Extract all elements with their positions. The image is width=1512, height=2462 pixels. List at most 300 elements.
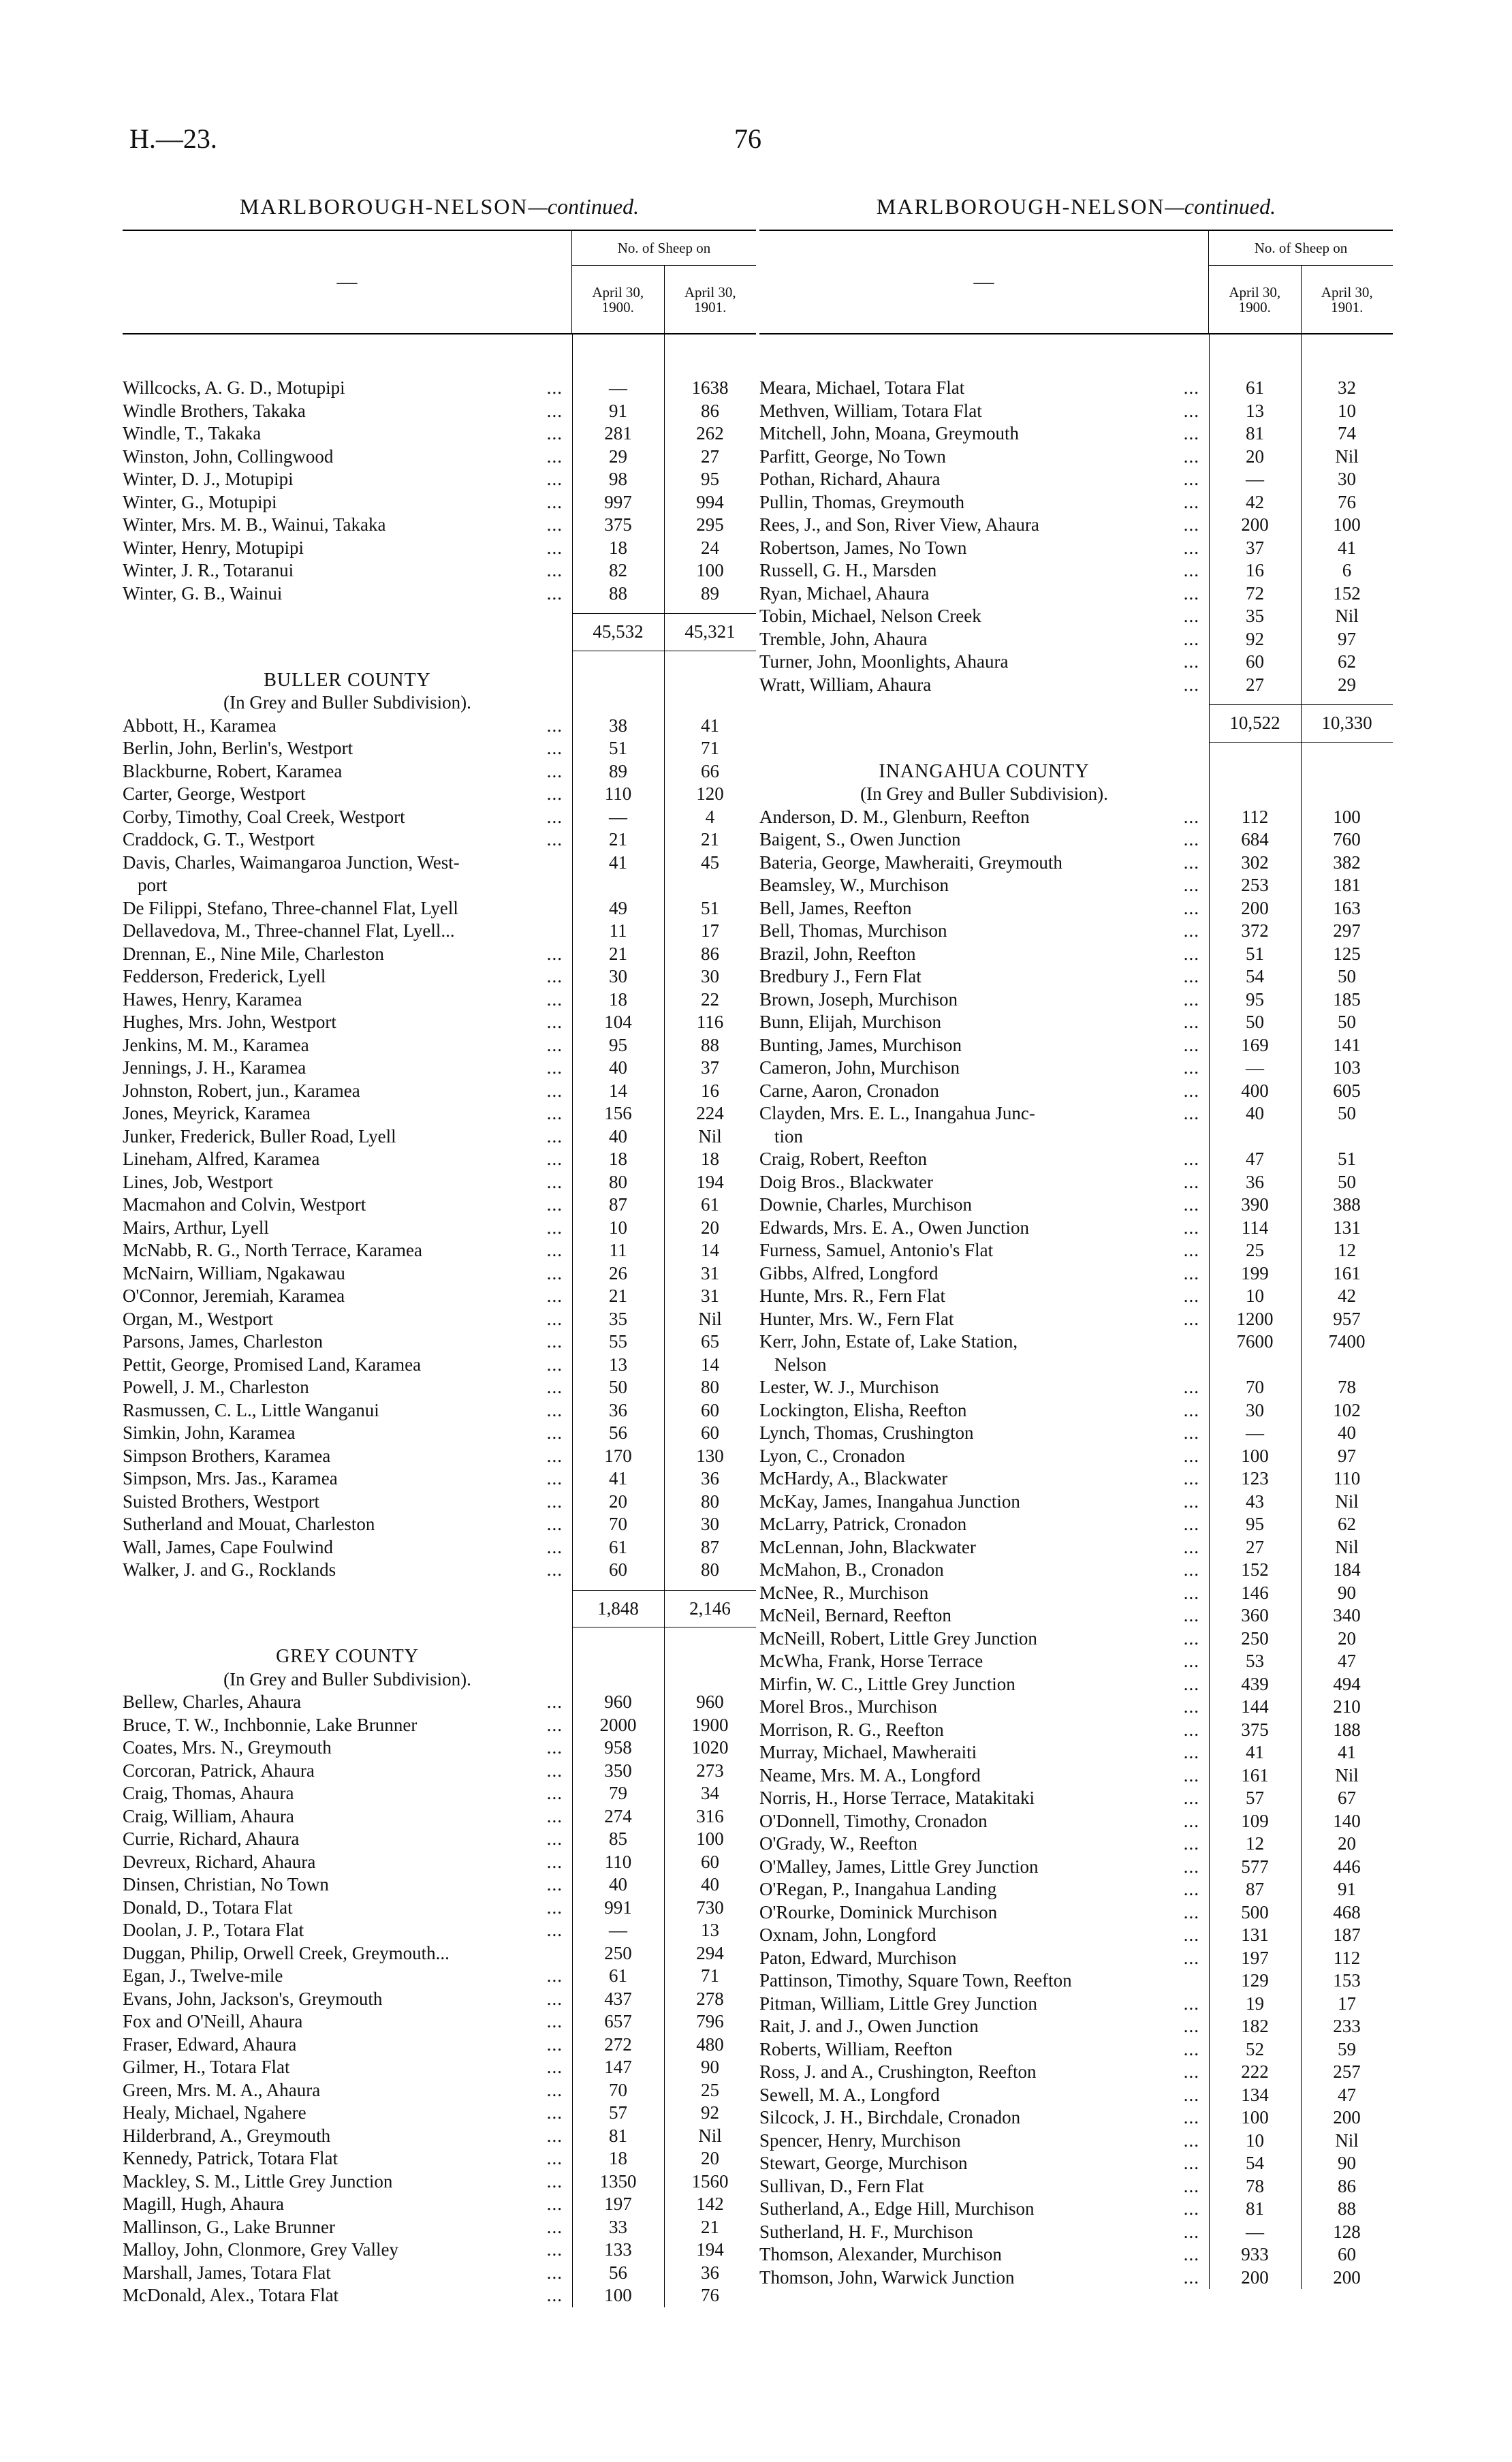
table-row (759, 943, 1393, 966)
owner-name: Kennedy, Patrick, Totara Flat (123, 2148, 338, 2168)
table-row (123, 2147, 756, 2170)
sheep-1901-cell: 60 (1338, 2244, 1356, 2264)
dot-leader: ... (1183, 1925, 1199, 1945)
section-title: GREY COUNTY (276, 1646, 419, 1667)
table-body (123, 334, 756, 2307)
table-row (759, 965, 1393, 988)
owner-name: Fedderson, Frederick, Lyell (123, 966, 326, 986)
owner-name-cell (759, 1536, 1209, 1559)
sheep-1901-cell: 278 (696, 1988, 724, 2009)
dot-leader: ... (546, 2079, 563, 2100)
dot-leader: ... (1183, 1947, 1199, 1968)
sheep-1901-cell: 10 (1338, 400, 1356, 421)
owner-name-cell (123, 446, 572, 469)
sheep-1901-cell: 7400 (1328, 1331, 1366, 1352)
sheep-1901-cell: 50 (1338, 1012, 1356, 1032)
owner-name: Pullin, Thomas, Greymouth (759, 491, 964, 512)
owner-name-cell (759, 1650, 1209, 1673)
right-column (759, 194, 1393, 2289)
owner-name: Mairs, Arthur, Lyell (123, 1217, 269, 1238)
sheep-1901-cell: 480 (696, 2034, 724, 2055)
dot-leader: ... (1183, 988, 1199, 1010)
sheep-1900-cell: 89 (609, 760, 627, 781)
owner-name-cell (759, 1810, 1209, 1833)
sheep-1901-cell: 16 (701, 1080, 719, 1101)
table-row (123, 2216, 756, 2239)
owner-name-cell (759, 422, 1209, 446)
sheep-1901-cell: 92 (701, 2102, 719, 2123)
dot-leader: ... (546, 1422, 563, 1443)
sheep-1901-cell: 90 (1338, 1582, 1356, 1603)
sheep-1901-cell: 194 (696, 2239, 724, 2260)
owner-name-cell (759, 1034, 1209, 1057)
owner-name-cell (759, 1719, 1209, 1742)
owner-name-cell (759, 1901, 1209, 1925)
dot-leader: ... (546, 1399, 563, 1420)
owner-name-cell (123, 1217, 572, 1240)
owner-name-cell (123, 1536, 572, 1559)
dot-leader: ... (1183, 1696, 1199, 1717)
owner-name: O'Grady, W., Reefton (759, 1833, 917, 1854)
row-group (123, 377, 756, 605)
table-row (123, 2262, 756, 2285)
sheep-1900-cell: 54 (1246, 966, 1264, 986)
table-row (759, 2106, 1393, 2130)
owner-name-cell (123, 2102, 572, 2125)
owner-name: Corby, Timothy, Coal Creek, Westport (123, 806, 405, 827)
table-row (123, 2056, 756, 2079)
owner-name: Rees, J., and Son, River View, Ahaura (759, 514, 1039, 535)
sheep-1900-cell: 375 (604, 514, 632, 535)
owner-name-cell (759, 1559, 1209, 1582)
owner-name-cell (123, 1262, 572, 1285)
sheep-1901-cell: 194 (696, 1171, 724, 1192)
owner-name: Healy, Michael, Ngahere (123, 2102, 306, 2123)
table-body (759, 334, 1393, 2289)
dot-leader: ... (546, 1851, 563, 1872)
owner-name-cell (759, 1856, 1209, 1879)
sheep-1901-cell: 20 (1338, 1833, 1356, 1854)
sheep-1901-cell: 40 (701, 1874, 719, 1895)
sheep-1901-cell: 141 (1333, 1034, 1361, 1055)
sheep-1900-cell: 1350 (599, 2170, 637, 2192)
dot-leader: ... (546, 2102, 563, 2123)
sheep-1901-cell: 45 (701, 852, 719, 873)
dot-leader: ... (546, 1171, 563, 1192)
col-1901-header: April 30, 1901. (1301, 266, 1393, 333)
table-row (759, 1148, 1393, 1171)
owner-name-cell (123, 1034, 572, 1057)
table-row (759, 468, 1393, 491)
owner-name-cell (123, 2170, 572, 2194)
dot-leader: ... (1183, 377, 1199, 398)
table-row (123, 1102, 756, 1125)
sheep-1901-cell: 90 (701, 2057, 719, 2077)
owner-name: Bunn, Elijah, Murchison (759, 1012, 941, 1032)
owner-name: Norris, H., Horse Terrace, Matakitaki (759, 1788, 1035, 1808)
sheep-1900-cell: 11 (609, 920, 627, 941)
owner-name-cell (759, 1422, 1209, 1445)
dot-leader: ... (1183, 1445, 1199, 1466)
dot-leader: ... (1183, 806, 1199, 827)
owner-name-cell (123, 783, 572, 806)
dot-leader: ... (546, 1828, 563, 1849)
owner-name: Suisted Brothers, Westport (123, 1491, 320, 1512)
dot-leader: ... (1183, 1673, 1199, 1694)
sheep-1900-cell: 152 (1241, 1559, 1269, 1580)
table-row (123, 1217, 756, 1240)
owner-name-cell (123, 760, 572, 783)
column-title: MARLBOROUGH-NELSON—continued. (876, 194, 1276, 219)
sheep-1901-cell: 200 (1333, 2107, 1361, 2128)
dot-leader: ... (546, 377, 563, 398)
owner-name: Mirfin, W. C., Little Grey Junction (759, 1673, 1015, 1694)
owner-name: Brazil, John, Reefton (759, 943, 916, 964)
sheep-1901-cell: 41 (1338, 537, 1356, 558)
owner-name: Fox and O'Neill, Ahaura (123, 2011, 303, 2031)
table-row (759, 1673, 1393, 1696)
owner-name: Johnston, Robert, jun., Karamea (123, 1080, 360, 1101)
owner-name-cell (123, 1011, 572, 1034)
table-row (759, 1239, 1393, 1262)
col-1901-header: April 30, 1901. (664, 266, 757, 333)
sheep-1901-cell: 100 (696, 560, 724, 580)
table-row (123, 537, 756, 560)
sheep-1901-cell: 100 (1333, 514, 1361, 535)
table-row (123, 2102, 756, 2125)
owner-name-cell (759, 2175, 1209, 2198)
owner-name: McNee, R., Murchison (759, 1582, 929, 1603)
owner-name-cell (759, 2061, 1209, 2084)
table-row (759, 1376, 1393, 1399)
sheep-1901-cell: 97 (1338, 628, 1356, 649)
page-number: 76 (734, 123, 761, 154)
owner-name-cell (123, 491, 572, 514)
dot-leader: ... (546, 943, 563, 964)
owner-name: Dinsen, Christian, No Town (123, 1874, 329, 1895)
sheep-1900-cell: 958 (604, 1737, 632, 1758)
dot-leader: ... (1183, 2084, 1199, 2105)
owner-name: O'Regan, P., Inangahua Landing (759, 1879, 997, 1899)
table-row (123, 514, 756, 537)
owner-name: Methven, William, Totara Flat (759, 400, 982, 421)
table-row (123, 1965, 756, 1988)
sheep-1901-cell: 730 (696, 1897, 724, 1918)
owner-name-cell (123, 1736, 572, 1760)
sheep-1901-cell: 71 (701, 738, 719, 758)
sheep-1901-cell: Nil (1335, 1764, 1359, 1786)
sheep-1900-cell: 104 (604, 1012, 632, 1032)
sheep-1900-cell: 439 (1241, 1673, 1269, 1694)
dot-leader: ... (1183, 1742, 1199, 1762)
sheep-1901-cell: 32 (1338, 377, 1356, 398)
sheep-1900-cell: 82 (609, 560, 627, 580)
dot-leader: ... (546, 2239, 563, 2260)
table-row (123, 1376, 756, 1399)
table-row (123, 1445, 756, 1468)
owner-name-cell (123, 1897, 572, 1920)
sheep-1900-cell: 57 (1246, 1788, 1264, 1808)
owner-name: Oxnam, John, Longford (759, 1925, 936, 1945)
sheep-1901-cell: Nil (1335, 1491, 1359, 1512)
sheep-1900-cell: 41 (609, 1468, 627, 1489)
sheep-1900-cell: 18 (609, 1149, 627, 1169)
table-row (123, 491, 756, 514)
owner-name-cell (123, 1399, 572, 1422)
dot-leader: ... (1183, 537, 1199, 558)
table-row (759, 1878, 1393, 1901)
owner-name-cell (123, 920, 572, 943)
sheep-1900-cell: 51 (1246, 943, 1264, 964)
sheep-1900-cell: 36 (1246, 1171, 1264, 1192)
table-row (759, 988, 1393, 1012)
table-row (123, 1285, 756, 1308)
sheep-1900-cell: 253 (1241, 875, 1269, 895)
sheep-1900-cell: 110 (604, 1851, 632, 1872)
owner-name-cell (123, 828, 572, 852)
sheep-1901-cell: 100 (696, 1828, 724, 1849)
sheep-1900-cell: 30 (609, 966, 627, 986)
sheep-1900-cell: 123 (1241, 1468, 1269, 1489)
table-row (759, 2152, 1393, 2175)
table-row (123, 1422, 756, 1445)
sheep-1900-cell: 144 (1241, 1696, 1269, 1717)
owner-name: Carter, George, Westport (123, 783, 306, 804)
owner-name: Winston, John, Collingwood (123, 446, 334, 467)
owner-name: Lines, Job, Westport (123, 1171, 273, 1192)
dot-leader: ... (1183, 2016, 1199, 2036)
dot-leader: ... (1183, 1514, 1199, 1534)
dot-leader: ... (546, 2034, 563, 2055)
sheep-1900-cell: 10 (1246, 1285, 1264, 1306)
owner-name-cell (123, 422, 572, 446)
dot-leader: ... (546, 1262, 563, 1283)
dot-leader: ... (546, 2057, 563, 2077)
owner-name: O'Donnell, Timothy, Cronadon (759, 1810, 988, 1831)
sheep-1900-cell: 197 (604, 2194, 632, 2214)
dot-leader: ... (546, 1057, 563, 1078)
owner-name: Mackley, S. M., Little Grey Junction (123, 2170, 393, 2192)
table-header: — No. of Sheep on April 30, 1900. April 30, 1901. (759, 230, 1393, 334)
sheep-1901-cell: 1638 (691, 377, 729, 398)
owner-name-cell (123, 1691, 572, 1714)
owner-name: McMahon, B., Cronadon (759, 1559, 944, 1580)
owner-name: Winter, Mrs. M. B., Wainui, Takaka (123, 514, 386, 535)
table-row (759, 1536, 1393, 1559)
dot-leader: ... (546, 1034, 563, 1055)
dot-leader: ... (546, 1468, 563, 1489)
sheep-1900-cell: 35 (1246, 606, 1264, 626)
owner-name-cell (123, 1851, 572, 1874)
sheep-1901-cell: 20 (701, 1217, 719, 1238)
sheep-1900-cell: 100 (1241, 1445, 1269, 1466)
owner-name: Walker, J. and G., Rocklands (123, 1559, 336, 1580)
owner-name: Cameron, John, Murchison (759, 1057, 960, 1078)
owner-name: O'Malley, James, Little Grey Junction (759, 1856, 1039, 1877)
table-row (759, 2198, 1393, 2221)
dot-leader: ... (1183, 1651, 1199, 1671)
owner-name: Carne, Aaron, Cronadon (759, 1080, 939, 1101)
owner-name: Turner, John, Moonlights, Ahaura (759, 651, 1009, 672)
table-row (759, 2061, 1393, 2084)
sheep-1900-cell: 222 (1241, 2061, 1269, 2082)
owner-name-cell (759, 1194, 1209, 1217)
dot-leader: ... (546, 1920, 563, 1940)
owner-name-cell (759, 1217, 1209, 1240)
dot-leader: ... (546, 1354, 563, 1375)
table-row (759, 2175, 1393, 2198)
table-row (123, 965, 756, 988)
owner-name: Lester, W. J., Murchison (759, 1377, 939, 1397)
sheep-1900-cell: 70 (1246, 1377, 1264, 1397)
left-column (123, 194, 756, 2307)
dot-leader: ... (1183, 628, 1199, 649)
table-row (123, 2193, 756, 2216)
owner-name: Doig Bros., Blackwater (759, 1171, 933, 1192)
owner-name-cell (123, 582, 572, 606)
sheep-group-header: No. of Sheep on (572, 231, 756, 266)
owner-name-cell (759, 2106, 1209, 2130)
owner-name: Lynch, Thomas, Crushington (759, 1422, 974, 1443)
owner-name-cell (123, 1782, 572, 1805)
sheep-1900-cell: 50 (1246, 1012, 1264, 1032)
sheep-1900-cell: 21 (609, 829, 627, 850)
sheep-1900-cell: 20 (609, 1491, 627, 1512)
sheep-1901-cell: 14 (701, 1354, 719, 1375)
sheep-1900-cell: 933 (1241, 2244, 1269, 2264)
table-row (759, 1125, 1393, 1149)
sheep-1900-cell: 1200 (1236, 1308, 1274, 1329)
sheep-1901-cell: 200 (1333, 2266, 1361, 2288)
sheep-1901-cell: 796 (696, 2011, 724, 2031)
sheep-1900-cell: 87 (1246, 1879, 1264, 1899)
sheep-1900-cell: — (1246, 469, 1264, 489)
sheep-1900-cell: 20 (1246, 446, 1264, 467)
owner-name: Wall, James, Cape Foulwind (123, 1536, 334, 1557)
owner-name-cell (123, 1171, 572, 1194)
dot-leader: ... (546, 2011, 563, 2031)
owner-name: Stewart, George, Murchison (759, 2153, 968, 2173)
sheep-1901-cell: 67 (1338, 1788, 1356, 1808)
sheep-1900-cell: 133 (604, 2239, 632, 2260)
dot-leader: ... (1183, 491, 1199, 512)
column-title: MARLBOROUGH-NELSON—continued. (239, 194, 640, 219)
table-row (759, 1011, 1393, 1034)
owner-name-cell (123, 1422, 572, 1445)
sheep-1900-cell: 61 (609, 1536, 627, 1557)
table-row (759, 1559, 1393, 1582)
sheep-1901-cell: 12 (1338, 1240, 1356, 1260)
table-row (123, 1399, 756, 1422)
dot-leader: ... (1183, 1171, 1199, 1192)
row-group (123, 715, 756, 1582)
owner-name: Brown, Joseph, Murchison (759, 988, 958, 1010)
owner-name: Willcocks, A. G. D., Motupipi (123, 377, 345, 398)
table-row (759, 1102, 1393, 1125)
sheep-1900-cell: 13 (609, 1354, 627, 1375)
owner-name-cell (123, 852, 572, 875)
owner-name: Bell, James, Reefton (759, 897, 912, 918)
owner-name: Robertson, James, No Town (759, 537, 967, 558)
table-row (759, 1924, 1393, 1947)
owner-name: Parfitt, George, No Town (759, 446, 946, 467)
sheep-1900-cell: 36 (609, 1399, 627, 1420)
owner-name-cell (123, 1148, 572, 1171)
sheep-1900-cell: 80 (609, 1171, 627, 1192)
sheep-1901-cell: 14 (701, 1240, 719, 1260)
owner-name-cell (123, 1308, 572, 1331)
sheep-1900-cell: 87 (609, 1194, 627, 1215)
sheep-1901-cell: 59 (1338, 2038, 1356, 2059)
table-row (759, 2084, 1393, 2107)
sheep-1900-cell: 81 (609, 2125, 627, 2146)
owner-name: Pattinson, Timothy, Square Town, Reefton (759, 1970, 1072, 1991)
owner-name-cell (759, 806, 1209, 829)
owner-name: Abbott, H., Karamea (123, 715, 277, 736)
sheep-1901-cell (664, 874, 756, 897)
dot-leader: ... (546, 738, 563, 758)
owner-name: Craig, Robert, Reefton (759, 1149, 927, 1169)
owner-name: Hilderbrand, A., Greymouth (123, 2125, 331, 2146)
sheep-1901-cell: 30 (1338, 469, 1356, 489)
owner-name-cell (123, 874, 572, 897)
sheep-1901-cell: 273 (696, 1760, 724, 1781)
owner-name-cell (759, 943, 1209, 966)
table-row (759, 1604, 1393, 1627)
dot-leader: ... (1183, 875, 1199, 895)
sheep-1900-cell: 61 (1246, 377, 1264, 398)
table-row (123, 1782, 756, 1805)
dot-leader: ... (1183, 1080, 1199, 1101)
sheep-1900-cell: 14 (609, 1080, 627, 1101)
sheep-1901-cell: 34 (701, 1783, 719, 1803)
owner-name: Magill, Hugh, Ahaura (123, 2194, 284, 2214)
table-row (759, 628, 1393, 651)
table-row (759, 920, 1393, 943)
owner-name: O'Rourke, Dominick Murchison (759, 1901, 998, 1922)
sheep-1900-cell: 110 (604, 783, 632, 804)
sheep-1900-cell: — (1246, 1057, 1264, 1078)
dot-leader: ... (1183, 400, 1199, 421)
owner-name: Silcock, J. H., Birchdale, Cronadon (759, 2107, 1021, 2128)
dot-leader: ... (1183, 1468, 1199, 1489)
dot-leader: ... (546, 1149, 563, 1169)
sheep-1900-cell: 50 (609, 1377, 627, 1397)
col-1900-header: April 30, 1900. (592, 283, 644, 315)
dot-leader: ... (546, 400, 563, 421)
sheep-1901-cell: 957 (1333, 1308, 1361, 1329)
col-1900-header: April 30, 1900. (1229, 283, 1281, 315)
sheep-1901-cell: 40 (1338, 1422, 1356, 1443)
owner-name-cell (123, 1125, 572, 1149)
owner-name-cell (759, 1673, 1209, 1696)
sheep-1901-cell: 6 (1342, 560, 1352, 580)
sheep-1901-cell: 17 (701, 920, 719, 941)
owner-name-cell (759, 1011, 1209, 1034)
sheep-1901-cell: 24 (701, 537, 719, 558)
owner-name: McHardy, A., Blackwater (759, 1468, 948, 1489)
dot-leader: ... (546, 1714, 563, 1735)
sheep-1901-cell: 91 (1338, 1879, 1356, 1899)
sheep-1901-cell: 142 (696, 2194, 724, 2214)
table-row (759, 1810, 1393, 1833)
owner-name: Anderson, D. M., Glenburn, Reefton (759, 806, 1030, 827)
dot-leader: ... (1183, 606, 1199, 626)
owner-name: Hunter, Mrs. W., Fern Flat (759, 1308, 954, 1329)
sheep-1901-cell: 88 (1338, 2198, 1356, 2219)
dot-leader: ... (546, 783, 563, 804)
owner-name: Ross, J. and A., Crushington, Reefton (759, 2061, 1037, 2082)
